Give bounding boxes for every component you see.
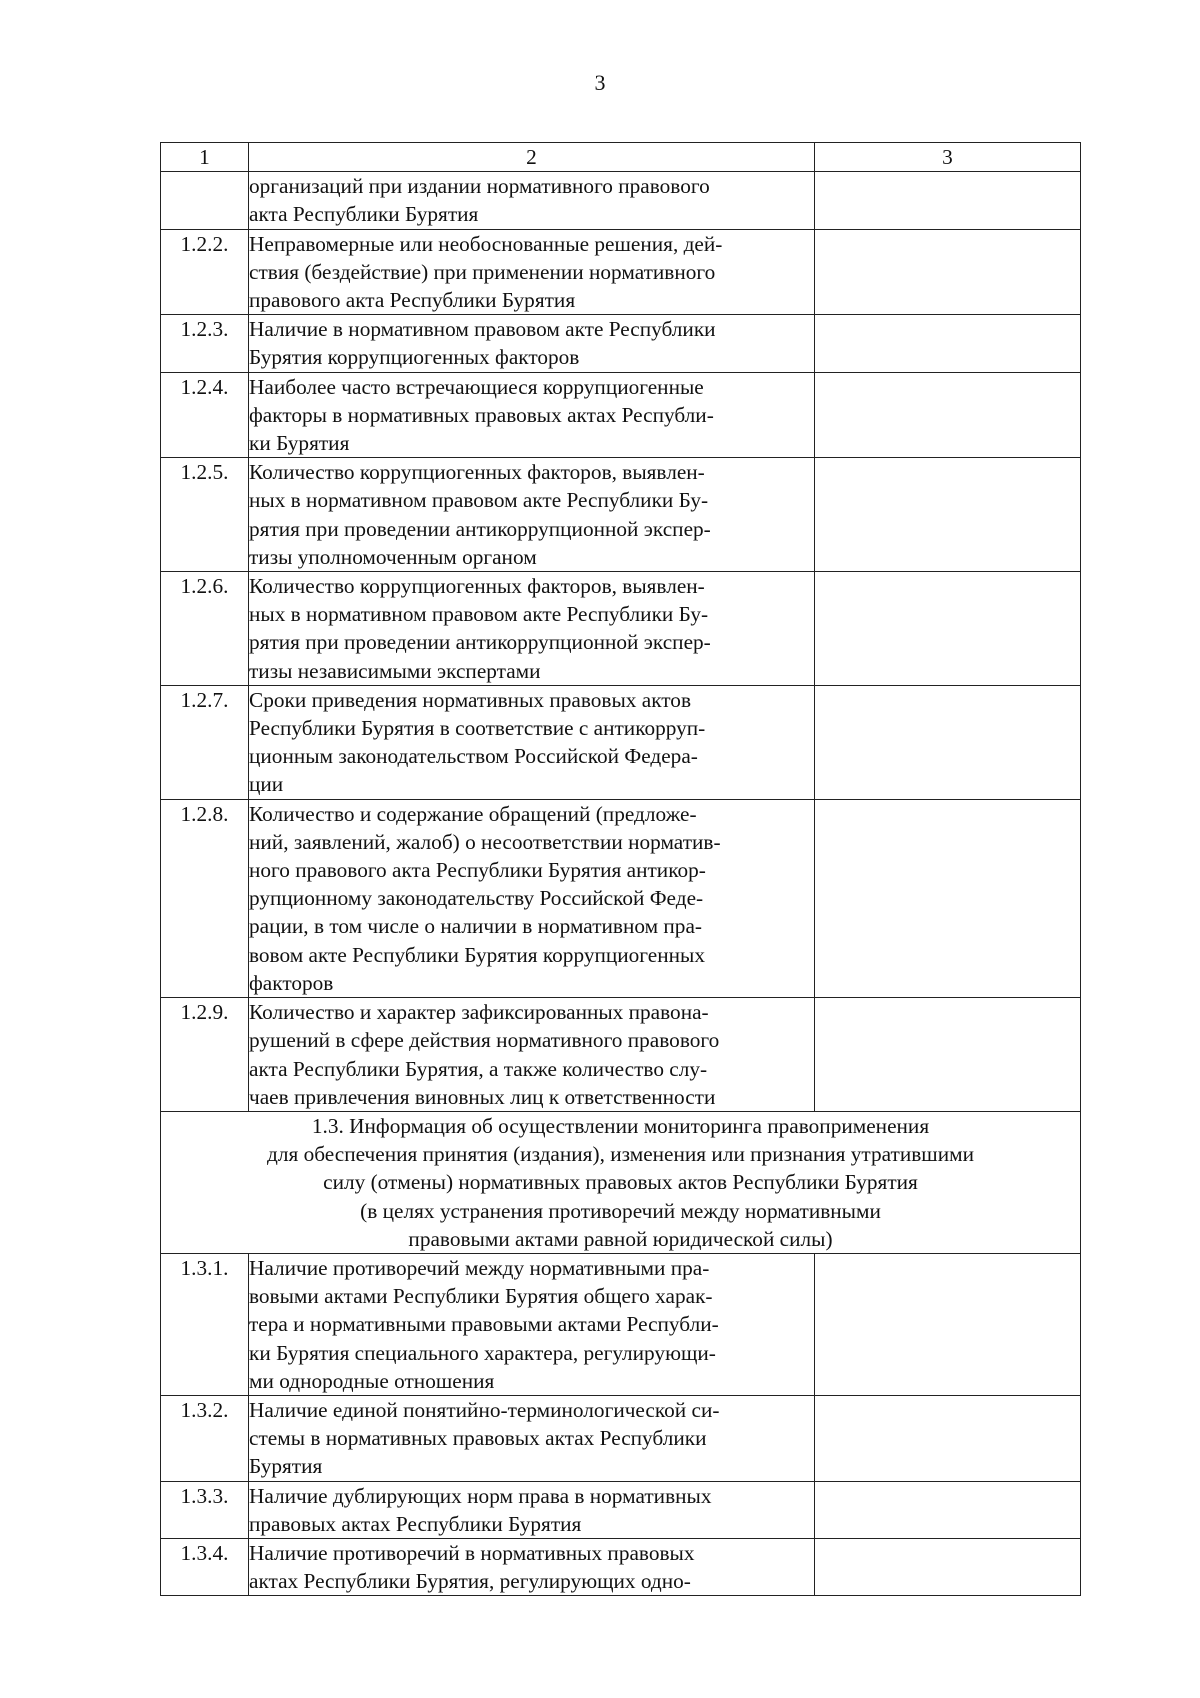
description-line: факторы в нормативных правовых актах Республи- <box>249 402 714 427</box>
table-row <box>161 998 1081 1112</box>
row-description <box>249 1481 815 1538</box>
row-number: 1.2.2. <box>161 229 249 315</box>
description-line: рупционному законодательству Российской Феде- <box>249 886 704 911</box>
monitoring-table <box>160 142 1081 1596</box>
description-line: вовом акте Республики Бурятия коррупциогенных <box>249 942 705 967</box>
row-description <box>249 1253 815 1395</box>
row-number: 1.2.5. <box>161 458 249 572</box>
row-value <box>815 229 1081 315</box>
table-row <box>161 458 1081 572</box>
description-line: ных в нормативном правовом акте Республики Бу- <box>249 602 709 627</box>
row-value <box>815 172 1081 229</box>
description-line: ствия (бездействие) при применении нормативного <box>249 259 716 284</box>
description-line: факторов <box>249 970 334 995</box>
description-line: тера и нормативными правовыми актами Республи- <box>249 1312 719 1337</box>
row-number: 1.3.1. <box>161 1253 249 1395</box>
row-value <box>815 1395 1081 1481</box>
table-row <box>161 799 1081 997</box>
row-value <box>815 1538 1081 1595</box>
description-line: Наиболее часто встречающиеся коррупциогенные <box>249 374 704 399</box>
section-title-line: силу (отмены) нормативных правовых актов Республики Бурятия <box>323 1170 918 1195</box>
description-line: Республики Бурятия в соответствие с антикорруп- <box>249 716 706 741</box>
row-number: 1.3.4. <box>161 1538 249 1595</box>
section-title-line: для обеспечения принятия (издания), изменения или признания утратившими <box>267 1142 974 1167</box>
row-value <box>815 458 1081 572</box>
row-description <box>249 1538 815 1595</box>
row-description <box>249 229 815 315</box>
row-number: 1.2.7. <box>161 685 249 799</box>
row-description <box>249 1395 815 1481</box>
description-line: ки Бурятия <box>249 431 350 456</box>
row-description <box>249 572 815 686</box>
header-col-3: 3 <box>815 143 1081 172</box>
table-row <box>161 229 1081 315</box>
row-number: 1.2.9. <box>161 998 249 1112</box>
row-description <box>249 372 815 458</box>
section-title-line: правовыми актами равной юридической силы) <box>408 1226 833 1251</box>
description-line: ционным законодательством Российской Федера- <box>249 744 698 769</box>
row-description <box>249 172 815 229</box>
row-value <box>815 572 1081 686</box>
description-line: организаций при издании нормативного правового <box>249 174 710 199</box>
description-line: чаев привлечения виновных лиц к ответственности <box>249 1084 716 1109</box>
description-line: вовыми актами Республики Бурятия общего харак- <box>249 1284 713 1309</box>
description-line: Наличие в нормативном правовом акте Республики <box>249 317 716 342</box>
description-line: Бурятия коррупциогенных факторов <box>249 345 580 370</box>
row-value <box>815 1253 1081 1395</box>
row-description <box>249 315 815 372</box>
row-description <box>249 998 815 1112</box>
row-description <box>249 799 815 997</box>
description-line: ции <box>249 772 284 797</box>
description-line: стемы в нормативных правовых актах Республики <box>249 1426 707 1451</box>
description-line: ки Бурятия специального характера, регулирующи- <box>249 1340 716 1365</box>
description-line: правового акта Республики Бурятия <box>249 288 576 313</box>
row-number: 1.3.3. <box>161 1481 249 1538</box>
row-value <box>815 998 1081 1112</box>
table-header-row <box>161 143 1081 172</box>
description-line: тизы независимыми экспертами <box>249 658 541 683</box>
description-line: рятия при проведении антикоррупционной экспер- <box>249 630 711 655</box>
description-line: тизы уполномоченным органом <box>249 544 537 569</box>
description-line: ний, заявлений, жалоб) о несоответствии норматив- <box>249 829 721 854</box>
description-line: Наличие дублирующих норм права в нормативных <box>249 1483 712 1508</box>
description-line: Неправомерные или необоснованные решения, дей- <box>249 231 723 256</box>
row-description <box>249 458 815 572</box>
table-row <box>161 1253 1081 1395</box>
row-number <box>161 172 249 229</box>
description-line: рятия при проведении антикоррупционной экспер- <box>249 516 711 541</box>
description-line: Количество и содержание обращений (предложе- <box>249 801 697 826</box>
description-line: Бурятия <box>249 1454 323 1479</box>
description-line: Количество коррупциогенных факторов, выявлен- <box>249 460 705 485</box>
row-number: 1.3.2. <box>161 1395 249 1481</box>
row-value <box>815 1481 1081 1538</box>
description-line: актах Республики Бурятия, регулирующих одно- <box>249 1569 691 1594</box>
description-line: Сроки приведения нормативных правовых актов <box>249 687 692 712</box>
description-line: ных в нормативном правовом акте Республики Бу- <box>249 488 709 513</box>
description-line: акта Республики Бурятия, а также количество слу- <box>249 1056 708 1081</box>
section-title <box>161 1111 1081 1253</box>
description-line: правовых актах Республики Бурятия <box>249 1511 582 1536</box>
description-line: рации, в том числе о наличии в нормативном пра- <box>249 914 702 939</box>
table-row <box>161 1395 1081 1481</box>
description-line: акта Республики Бурятия <box>249 202 479 227</box>
description-line: Наличие противоречий между нормативными пра- <box>249 1255 710 1280</box>
row-number: 1.2.3. <box>161 315 249 372</box>
header-col-1: 1 <box>161 143 249 172</box>
section-title-line: 1.3. Информация об осуществлении мониторинга правоприменения <box>311 1113 930 1138</box>
table-row <box>161 315 1081 372</box>
table-row <box>161 1481 1081 1538</box>
table-row <box>161 1538 1081 1595</box>
table-body <box>161 143 1081 1596</box>
row-description <box>249 685 815 799</box>
row-value <box>815 685 1081 799</box>
description-line: Количество и характер зафиксированных правона- <box>249 1000 709 1025</box>
table-row <box>161 172 1081 229</box>
row-value <box>815 799 1081 997</box>
row-number: 1.2.4. <box>161 372 249 458</box>
table-row <box>161 372 1081 458</box>
row-value <box>815 372 1081 458</box>
description-line: ми однородные отношения <box>249 1368 495 1393</box>
description-line: Наличие противоречий в нормативных правовых <box>249 1540 695 1565</box>
section-title-line: (в целях устранения противоречий между нормативными <box>360 1198 881 1223</box>
description-line: Количество коррупциогенных факторов, выявлен- <box>249 574 705 599</box>
row-number: 1.2.8. <box>161 799 249 997</box>
description-line: ного правового акта Республики Бурятия антикор- <box>249 858 706 883</box>
header-col-2: 2 <box>249 143 815 172</box>
description-line: рушений в сфере действия нормативного правового <box>249 1028 720 1053</box>
row-number: 1.2.6. <box>161 572 249 686</box>
description-line: Наличие единой понятийно-терминологической си- <box>249 1397 720 1422</box>
row-value <box>815 315 1081 372</box>
table-row <box>161 572 1081 686</box>
table-row <box>161 685 1081 799</box>
section-header-row <box>161 1111 1081 1253</box>
page-number: 3 <box>594 70 606 95</box>
